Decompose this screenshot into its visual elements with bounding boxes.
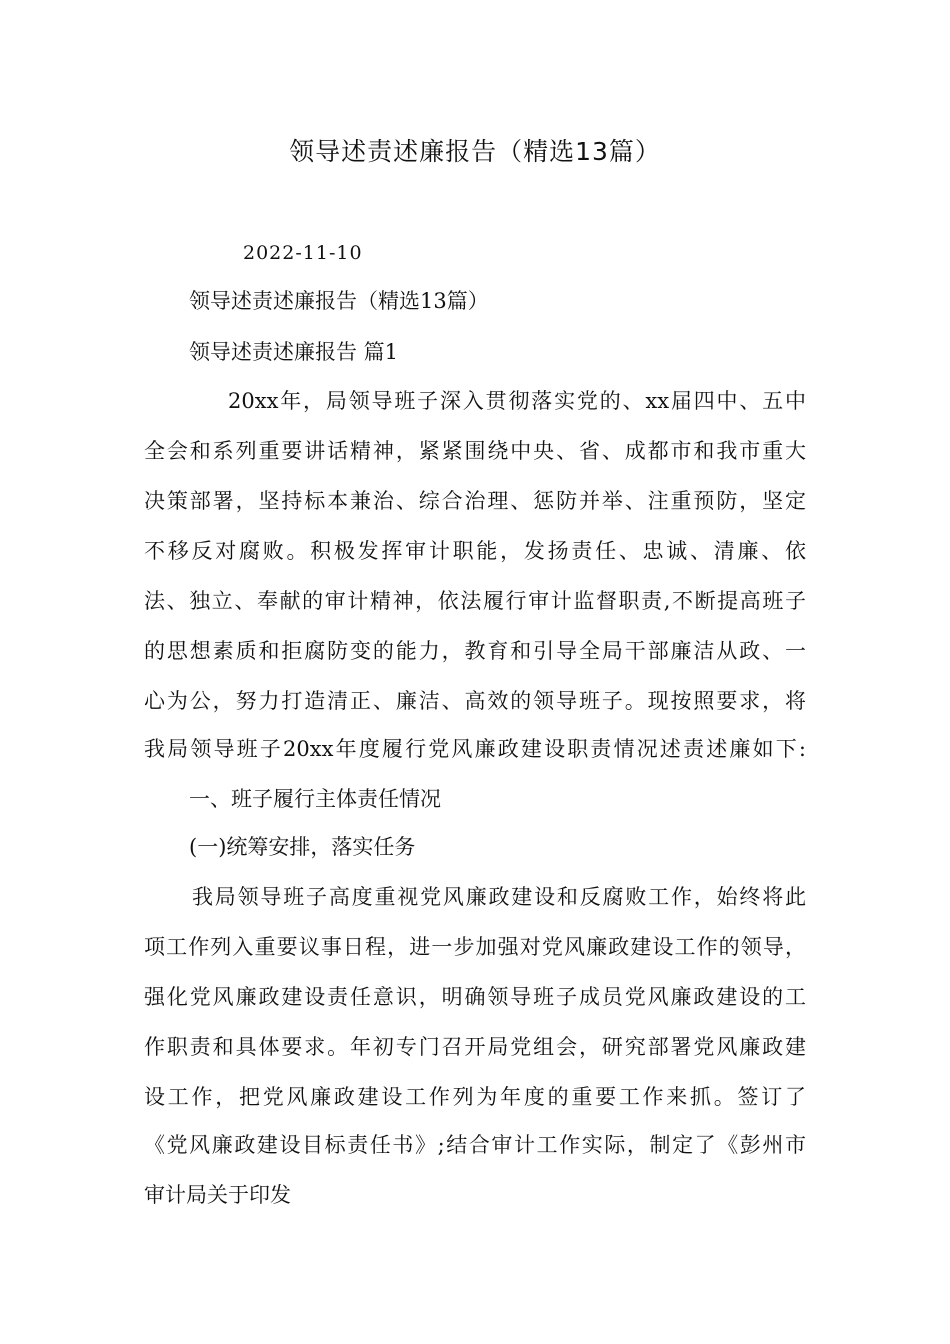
paragraph-line: 我局领导班子高度重视党风廉政建设和反腐败工作，始终将此 bbox=[192, 885, 806, 909]
heading-level-1: 一、班子履行主体责任情况 bbox=[189, 787, 441, 811]
heading-level-2: (一)统筹安排，落实任务 bbox=[189, 835, 416, 859]
paragraph-line: 作职责和具体要求。年初专门召开局党组会，研究部署党风廉政建 bbox=[144, 1035, 806, 1059]
paragraph-line: 设工作，把党风廉政建设工作列为年度的重要工作来抓。签订了 bbox=[144, 1085, 806, 1109]
paragraph-line: 项工作列入重要议事日程，进一步加强对党风廉政建设工作的领导， bbox=[144, 935, 806, 959]
section-title: 领导述责述廉报告 篇1 bbox=[189, 340, 399, 364]
paragraph-line: 我局领导班子20xx年度履行党风廉政建设职责情况述责述廉如下: bbox=[144, 737, 806, 761]
paragraph-line: 心为公，努力打造清正、廉洁、高效的领导班子。现按照要求，将 bbox=[144, 689, 806, 713]
subtitle: 领导述责述廉报告（精选13篇） bbox=[189, 289, 489, 313]
paragraph-line: 强化党风廉政建设责任意识，明确领导班子成员党风廉政建设的工 bbox=[144, 985, 806, 1009]
paragraph-line: 决策部署，坚持标本兼治、综合治理、惩防并举、注重预防，坚定 bbox=[144, 489, 806, 513]
document-date: 2022-11-10 bbox=[243, 242, 363, 264]
paragraph-line: 法、独立、奉献的审计精神，依法履行审计监督职责,不断提高班子 bbox=[144, 589, 806, 613]
document-title: 领导述责述廉报告（精选13篇） bbox=[289, 137, 661, 166]
paragraph-line: 20xx年，局领导班子深入贯彻落实党的、xx届四中、五中 bbox=[228, 389, 806, 413]
paragraph-line: 的思想素质和拒腐防变的能力，教育和引导全局干部廉洁从政、一 bbox=[144, 639, 806, 663]
paragraph-line: 审计局关于印发 bbox=[144, 1183, 291, 1207]
paragraph-line: 《党风廉政建设目标责任书》;结合审计工作实际，制定了《彭州市 bbox=[144, 1133, 806, 1157]
paragraph-line: 不移反对腐败。积极发挥审计职能，发扬责任、忠诚、清廉、依 bbox=[144, 539, 806, 563]
paragraph-line: 全会和系列重要讲话精神，紧紧围绕中央、省、成都市和我市重大 bbox=[144, 439, 806, 463]
